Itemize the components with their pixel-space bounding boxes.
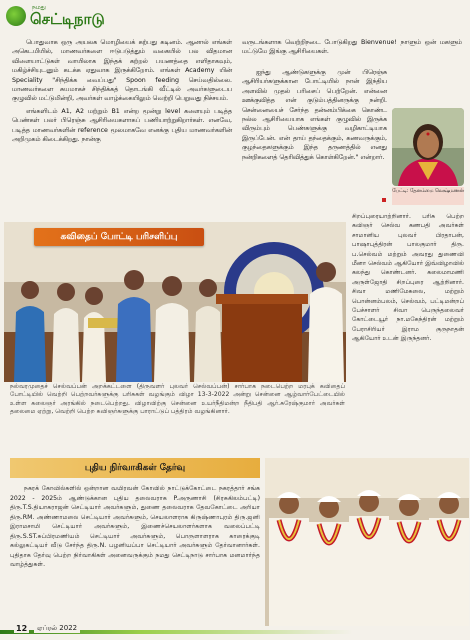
interviewee-portrait xyxy=(392,108,464,186)
magazine-title: செட்டிநாடு xyxy=(30,10,105,28)
page-number: 12 xyxy=(16,624,28,633)
article1-column2-top xyxy=(242,38,462,60)
award-ceremony-photo xyxy=(4,222,346,382)
issue-date: ஏப்ரல் 2022 xyxy=(34,624,80,633)
article3-heading-ribbon: புதிய நிர்வாகிகள் தேர்வு xyxy=(10,458,260,478)
magazine-logo-icon xyxy=(6,6,26,26)
article2-heading-ribbon: கவிதைப் போட்டி பரிசளிப்பு xyxy=(34,228,204,246)
new-office-bearers-photo xyxy=(265,458,469,626)
article1-paragraph: ஐந்து ஆண்டுகளுக்கு முன் பிரெஞ்சு ஆசிரியர்களுக்கான போட்டியில் நான் இந்திய அளவில் முதல் பரிசைப் பெற்றேன். என்னை ஊக்குவித்த என் குடும்பத்தினருக்கு நன்றி. சென்னையைச் சேர்ந்த தன்னம்பிக்கை கொண்ட நல்ல ஆசிரியையாக எங்கள் குழுவில் இருக்க விரும்பும் பெண்களுக்கு வழிகாட்டியாக இருப்பேன். என் தாய் தந்தைக்கும், கணவருக்கும், குழந்தைகளுக்கும் இந்த தருணத்தில் எனது நன்றிகளைத் தெரிவித்துக் கொள்கிறேன்." என்றார். xyxy=(242,69,387,161)
masthead xyxy=(6,4,105,28)
article2-caption: நல்வரமுதைச் செல்வப்பன் அறக்கட்டளை (திருவளர் புலவர் செல்வப்பன்) சார்பாக நடைபெற்ற மரபுக் கவிதைப் போட்டியில் வெற்றி பெற்றவர்களுக்கு பரிசுகள் வழங்கும் விழா 13-3-2022 அன்று சென்னை ஆழ்வார்பேட்டையில் உள்ள கலைஞர் அரங்கில் நடைபெற்றது. விழாவிற்கு சென்னை உயர்நீதிமன்ற நீதிபதி ஆர்.சுரேஷ்குமார் அவர்கள் தலைமை ஏற்று, வெற்றி பெற்ற கவிஞர்களுக்கு பாராட்டுப் பத்திரம் வழங்கினார். xyxy=(10,383,345,416)
article2-side-column: சிறப்புரையாற்றினார். பரிசு பெற்ற கவிஞர் செல்வ கணபதி அவர்கள் சாமானிய புலவர் பிரதாபன், பாஷாபுத்திரன் பாலகுமார் திரு. ப.செல்வம் மற்றும் அவரது துணைவி மீனா செல்வம் ஆகியோர் இவ்விழாவில் கலந்து கொண்டனர். கலைமாமணி அருள்ஜோதி சிறப்புரை ஆற்றினார். சிவா மணிமேகலை, மற்றும் பொன்னம்பலம், செல்வம், பட்டிமன்றப் பேச்சாளர் சிவா பெருந்தலைவர் கோட்டையூர் நா.மகேந்திரன் மற்றும் பேராசிரியர் இராம குருநாதன் ஆகியோர் உடன் இருந்தனர். xyxy=(352,213,464,343)
article1-paragraph: பொதுவாக ஒரு அயலக மொழியைக் கற்பது கடினம். ஆனால் எங்கள் அகெடமியில், மாணவர்களை ஈடுபடுத்தும் வகையில் பல விதமான விளையாட்டுகள் வாயிலாக இந்தக் கற்றல் பயணத்தை எளிதாகவும், மகிழ்ச்சியுடனும் கடக்க ஏதுவாக இருக்கிறோம். எங்கள் Academy யின் Speciality "சிந்திக்க வைப்பது" Spoon feeding செய்வதில்லை. மாணவர்களை சுயமாகச் சிந்திக்கத் தொடங்கி வீட்டில் அவர்களுடைய குழுவில் மட்டுமின்றி, அவர்கள் வாழ்க்கையிலும் வெற்றி பெறுவது நிச்சயம். xyxy=(12,39,232,103)
article1-paragraph: எங்களிடம் A1, A2 மற்றும் B1 என்ற மூன்று level களையும் படித்த பெண்கள் பலர் பிரெஞ்சு ஆசிரியைகளாகப் பணியாற்றுகிறார்கள். எனவே, படித்த மாணவர்களின் reference மூலமாகவே எனக்கு புதிய மாணவர்களின் அறிமுகம் கிடைக்கிறது. நான்கு xyxy=(12,107,232,144)
page-footer xyxy=(0,624,470,640)
article3-body xyxy=(10,484,260,570)
article1-paragraph: வருடங்களாக வெற்றிநடை போடுகிறது Bienvenue! நாளும் ஒன் மகளும் மட்டுமே இங்கு ஆசிரியைகள். xyxy=(242,39,462,56)
brand-prefix: நமது xyxy=(32,4,46,11)
interview-caption: பேட்டி: தேனம்மை லெக்ஷ்மணன் xyxy=(392,187,464,205)
article1-column2-body xyxy=(242,68,387,165)
article1-column1 xyxy=(12,38,232,147)
article-end-mark xyxy=(382,198,386,202)
article3-paragraph: நகரக் கோவில்களில் ஒன்றான வயிரவன் கோவில் நாட்டுக்கோட்டை நகரத்தார் சங்க 2022 - 2025ம் ஆண்டுக்கான புதிய தலைவராக P.அருணாசி (சிரசுகிலம்பட்டி) திரு.T.S.தியாகராஜன் செட்டியார் அவர்களும், துணை தலைவராக தேவகோட்டை அரியா திரு.RM. அண்ணாமலை செட்டியார் அவர்களும், செயலாளராக கிருஷ்ணாபுரம் திரு.ஜனி இராமசாமி செட்டியார் அவர்களும், இணைச்செயலாளர்களாக வலைப்பட்டி திரு.S.ST.சுப்பிரமணியம் செட்டியார் அவர்களும், பொருளாளராக காரைக்குடி கல்லுகட்டியர் வீடு சேர்ந்த திரு.N. பழனியப்பா செட்டியார் அவர்களும் தேர்வானார்கள். புதிதாக தேர்வு பெற்ற நிர்வாகிகள் அனைவருக்கும் நமது செட்டிநாடு சார்பாக மனமார்ந்த வாழ்த்துகள். xyxy=(10,485,260,568)
